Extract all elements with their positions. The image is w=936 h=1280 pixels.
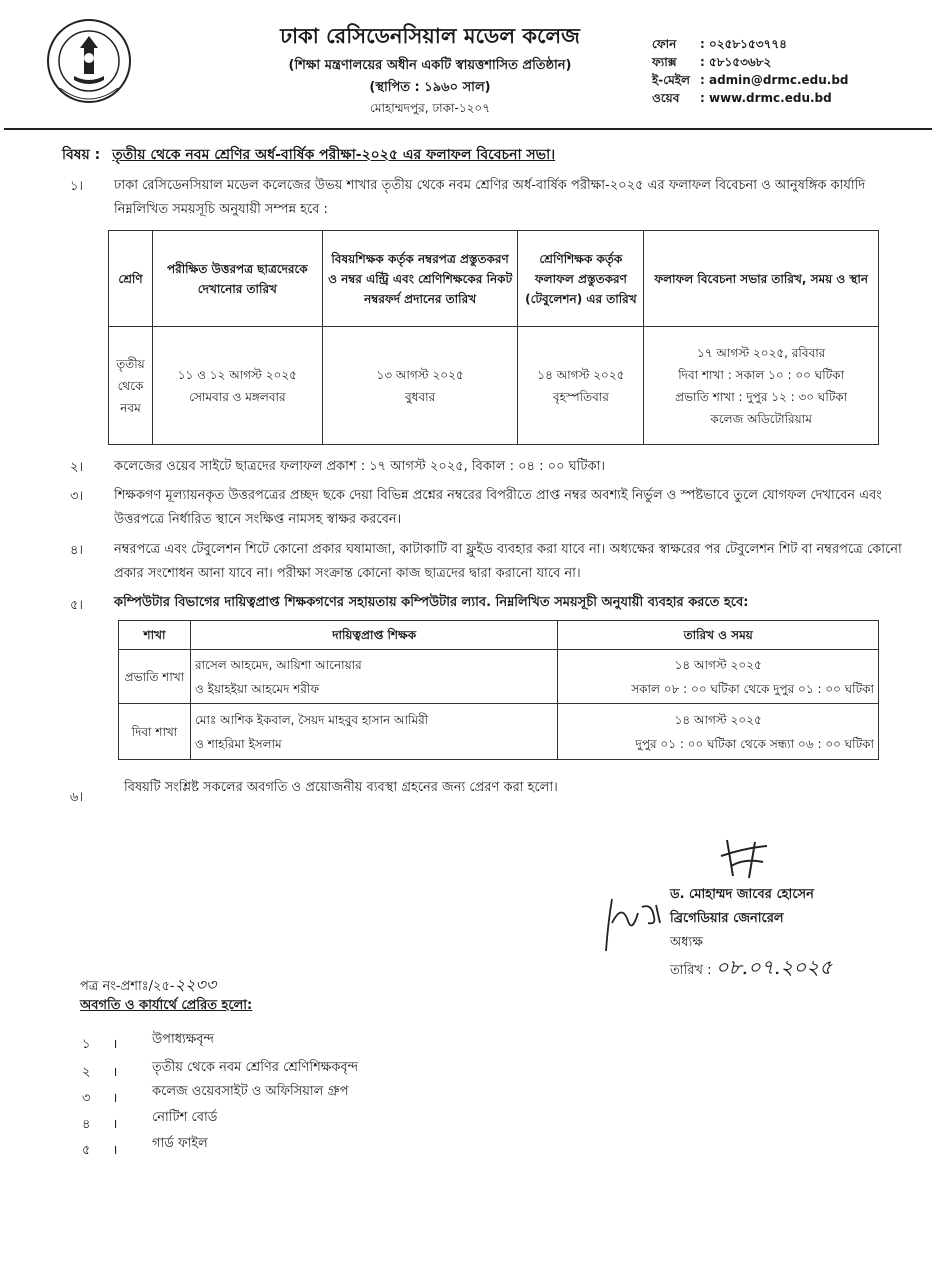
signature-block	[670, 883, 832, 983]
item-number: ৪।	[70, 543, 84, 558]
datetime-cell: ১৪ আগস্ট ২০২৫ দুপুর ০১ : ০০ ঘটিকা থেকে সন্ধ্যা ০৬ : ০০ ঘটিকা	[558, 704, 879, 760]
college-subtitle: (শিক্ষা মন্ত্রণালয়ের অধীন একটি স্বায়ত্তশাসিত প্রতিষ্ঠান)	[288, 58, 572, 73]
memo-label: পত্র নং-প্রশাঃ/২৫-	[80, 979, 175, 994]
contact-label: ই-মেইল	[652, 73, 690, 87]
tabulation-date-cell: ১৪ আগস্ট ২০২৫ বৃহস্পতিবার	[518, 327, 644, 445]
item-text: বিষয়টি সংশ্লিষ্ট সকলের অবগতি ও প্রয়োজনীয় ব্যবস্থা গ্রহনের জন্য প্রেরণ করা হলো।	[124, 780, 558, 795]
list-item: উপাধ্যক্ষবৃন্দ	[152, 1032, 214, 1047]
schedule-table	[108, 230, 879, 445]
contact-label: ফ্যাক্স	[652, 55, 677, 69]
contact-value: : ৫৮১৫৩৬৮২	[700, 55, 772, 69]
table-header: দায়িত্বপ্রাপ্ত শিক্ষক	[190, 621, 558, 650]
list-item-number: ১ ।	[82, 1037, 118, 1052]
contact-label: ওয়েব	[652, 91, 680, 105]
list-item: নোটিশ বোর্ড	[152, 1110, 218, 1125]
list-item-number: ৫ ।	[82, 1143, 118, 1158]
list-item-number: ৪ ।	[82, 1117, 118, 1132]
table-header: শ্রেণি	[109, 231, 153, 327]
college-address: মোহাম্মদপুর, ঢাকা-১২০৭	[369, 101, 491, 115]
contact-label: ফোন	[652, 37, 677, 51]
memo-number: ২২৩৩	[174, 975, 217, 994]
list-item-number: ২ ।	[82, 1065, 118, 1080]
item-text: শিক্ষকগণ মূল্যায়নকৃত উত্তরপত্রের প্রচ্ছদ ছকে দেয়া বিভিন্ন প্রশ্নের নম্বরের বিপরীতে প্রাপ্ত নম্বর অবশ্যই নির্ভুল ও স্পষ্টভাবে তুলে যোগফল দেখাবেন এবং উত্তরপত্রে নির্ধারিত স্থানে সংক্ষিপ্ত নামসহ স্বাক্ষর করবেন।	[114, 488, 882, 527]
table-header: পরীক্ষিত উত্তরপত্র ছাত্রদেরকে দেখানোর তারিখ	[152, 231, 322, 327]
item-number: ৫।	[70, 598, 84, 613]
contact-phone	[652, 36, 787, 56]
table-row	[119, 704, 879, 760]
initials-mark-icon	[598, 893, 668, 957]
list-item: কলেজ ওয়েবসাইট ও অফিসিয়াল গ্রুপ	[152, 1084, 349, 1099]
item-text: নম্বরপত্রে এবং টেবুলেশন শিটে কোনো প্রকার ঘষামাজা, কাটাকাটি বা ফ্লুইড ব্যবহার করা যাবে না। অধ্যক্ষের স্বাক্ষরের পর টেবুলেশন শিট বা নম্বরপত্রে কোনো প্রকার সংশোধন আনা যাবে না। পরীক্ষা সংক্রান্ত কোনো কাজ ছাত্রদের দ্বারা করানো যাবে না।	[114, 542, 902, 581]
signatory-rank: ব্রিগেডিয়ার জেনারেল	[670, 911, 784, 926]
list-item: গার্ড ফাইল	[152, 1136, 208, 1151]
signature-mark-icon	[715, 836, 775, 886]
item-number: ২।	[70, 460, 84, 475]
table-header: তারিখ ও সময়	[558, 621, 879, 650]
branch-cell: দিবা শাখা	[119, 704, 191, 760]
datetime-cell: ১৪ আগস্ট ২০২৫ সকাল ০৮ : ০০ ঘটিকা থেকে দুপুর ০১ : ০০ ঘটিকা	[558, 650, 879, 704]
subject-line	[62, 143, 555, 167]
contact-web[interactable]	[652, 90, 832, 110]
table-header: বিষয়শিক্ষক কর্তৃক নম্বরপত্র প্রস্তুতকরণ ও নম্বর এন্ট্রি এবং শ্রেণিশিক্ষকের নিকট নম্বরফর্দ প্রদানের তারিখ	[322, 231, 518, 327]
table-row	[109, 327, 879, 445]
established-year: (স্থাপিত : ১৯৬০ সাল)	[369, 80, 491, 95]
contact-fax	[652, 54, 771, 74]
list-item: তৃতীয় থেকে নবম শ্রেণির শ্রেণিশিক্ষকবৃন্দ	[152, 1060, 359, 1075]
table-header: শ্রেণিশিক্ষক কর্তৃক ফলাফল প্রস্তুতকরণ (টেবুলেশন) এর তারিখ	[518, 231, 644, 327]
forwarded-heading: অবগতি ও কার্যার্থে প্রেরিত হলো:	[80, 998, 253, 1013]
item-number: ৩।	[70, 489, 84, 504]
item-number: ১।	[70, 179, 84, 194]
branch-cell: প্রভাতি শাখা	[119, 650, 191, 704]
item-text: কলেজের ওয়েব সাইটে ছাত্রদের ফলাফল প্রকাশ : ১৭ আগস্ট ২০২৫, বিকাল : ০৪ : ০০ ঘটিকা।	[114, 459, 605, 474]
teachers-cell: রাসেল আহমেদ, আয়িশা আনোয়ার ও ইয়াহইয়া আহমেদ শরীফ	[190, 650, 558, 704]
table-header: ফলাফল বিবেচনা সভার তারিখ, সময় ও স্থান	[644, 231, 879, 327]
show-date-cell: ১১ ও ১২ আগস্ট ২০২৫ সোমবার ও মঙ্গলবার	[152, 327, 322, 445]
item-text: ঢাকা রেসিডেনসিয়াল মডেল কলেজের উভয় শাখার তৃতীয় থেকে নবম শ্রেণির অর্ধ-বার্ষিক পরীক্ষা-২০২৫ এর ফলাফল বিবেচনা ও আনুষঙ্গিক কার্যাদি নিম্নলিখিত সময়সূচি অনুযায়ী সম্পন্ন হবে :	[114, 178, 866, 217]
item-text: কম্পিউটার বিভাগের দায়িত্বপ্রাপ্ত শিক্ষকগণের সহায়তায় কম্পিউটার ল্যাব. নিম্নলিখিত সময়সূচী অনুযায়ী ব্যবহার করতে হবে:	[114, 595, 749, 610]
handwritten-date: ০৮.০৭.২০২৫	[715, 955, 833, 979]
signatory-designation: অধ্যক্ষ	[670, 935, 703, 950]
header-divider	[4, 128, 932, 130]
class-cell: তৃতীয় থেকে নবম	[109, 327, 153, 445]
signature-date: তারিখ : ০৮.০৭.২০২৫	[670, 955, 833, 979]
subject-label: বিষয় :	[62, 147, 101, 163]
lab-schedule-table	[118, 620, 879, 760]
teachers-cell: মোঃ আশিক ইকবাল, সৈয়দ মাহবুব হাসান আমিরী ও শাহরিমা ইসলাম	[190, 704, 558, 760]
list-item-number: ৩ ।	[82, 1091, 118, 1106]
signatory-name: ড. মোহাম্মদ জাবের হোসেন	[670, 887, 814, 902]
contact-value[interactable]: : admin@drmc.edu.bd	[700, 73, 849, 87]
memo-reference	[80, 972, 216, 999]
subject-text: তৃতীয় থেকে নবম শ্রেণির অর্ধ-বার্ষিক পরীক্ষা-২০২৫ এর ফলাফল বিবেচনা সভা।	[112, 147, 556, 163]
contact-email[interactable]	[652, 72, 849, 92]
table-header: শাখা	[119, 621, 191, 650]
table-row	[119, 650, 879, 704]
item-number: ৬।	[70, 790, 84, 805]
meeting-cell: ১৭ আগস্ট ২০২৫, রবিবার দিবা শাখা : সকাল ১০ : ০০ ঘটিকা প্রভাতি শাখা : দুপুর ১২ : ৩০ ঘটিকা কলেজ অডিটোরিয়াম	[644, 327, 879, 445]
college-crest-icon	[46, 18, 132, 104]
contact-value[interactable]: : www.drmc.edu.bd	[700, 91, 832, 105]
entry-date-cell: ১৩ আগস্ট ২০২৫ বুধবার	[322, 327, 518, 445]
contact-value: : ০২৫৮১৫৩৭৭৪	[700, 37, 787, 51]
college-name: ঢাকা রেসিডেনসিয়াল মডেল কলেজ	[280, 24, 580, 48]
